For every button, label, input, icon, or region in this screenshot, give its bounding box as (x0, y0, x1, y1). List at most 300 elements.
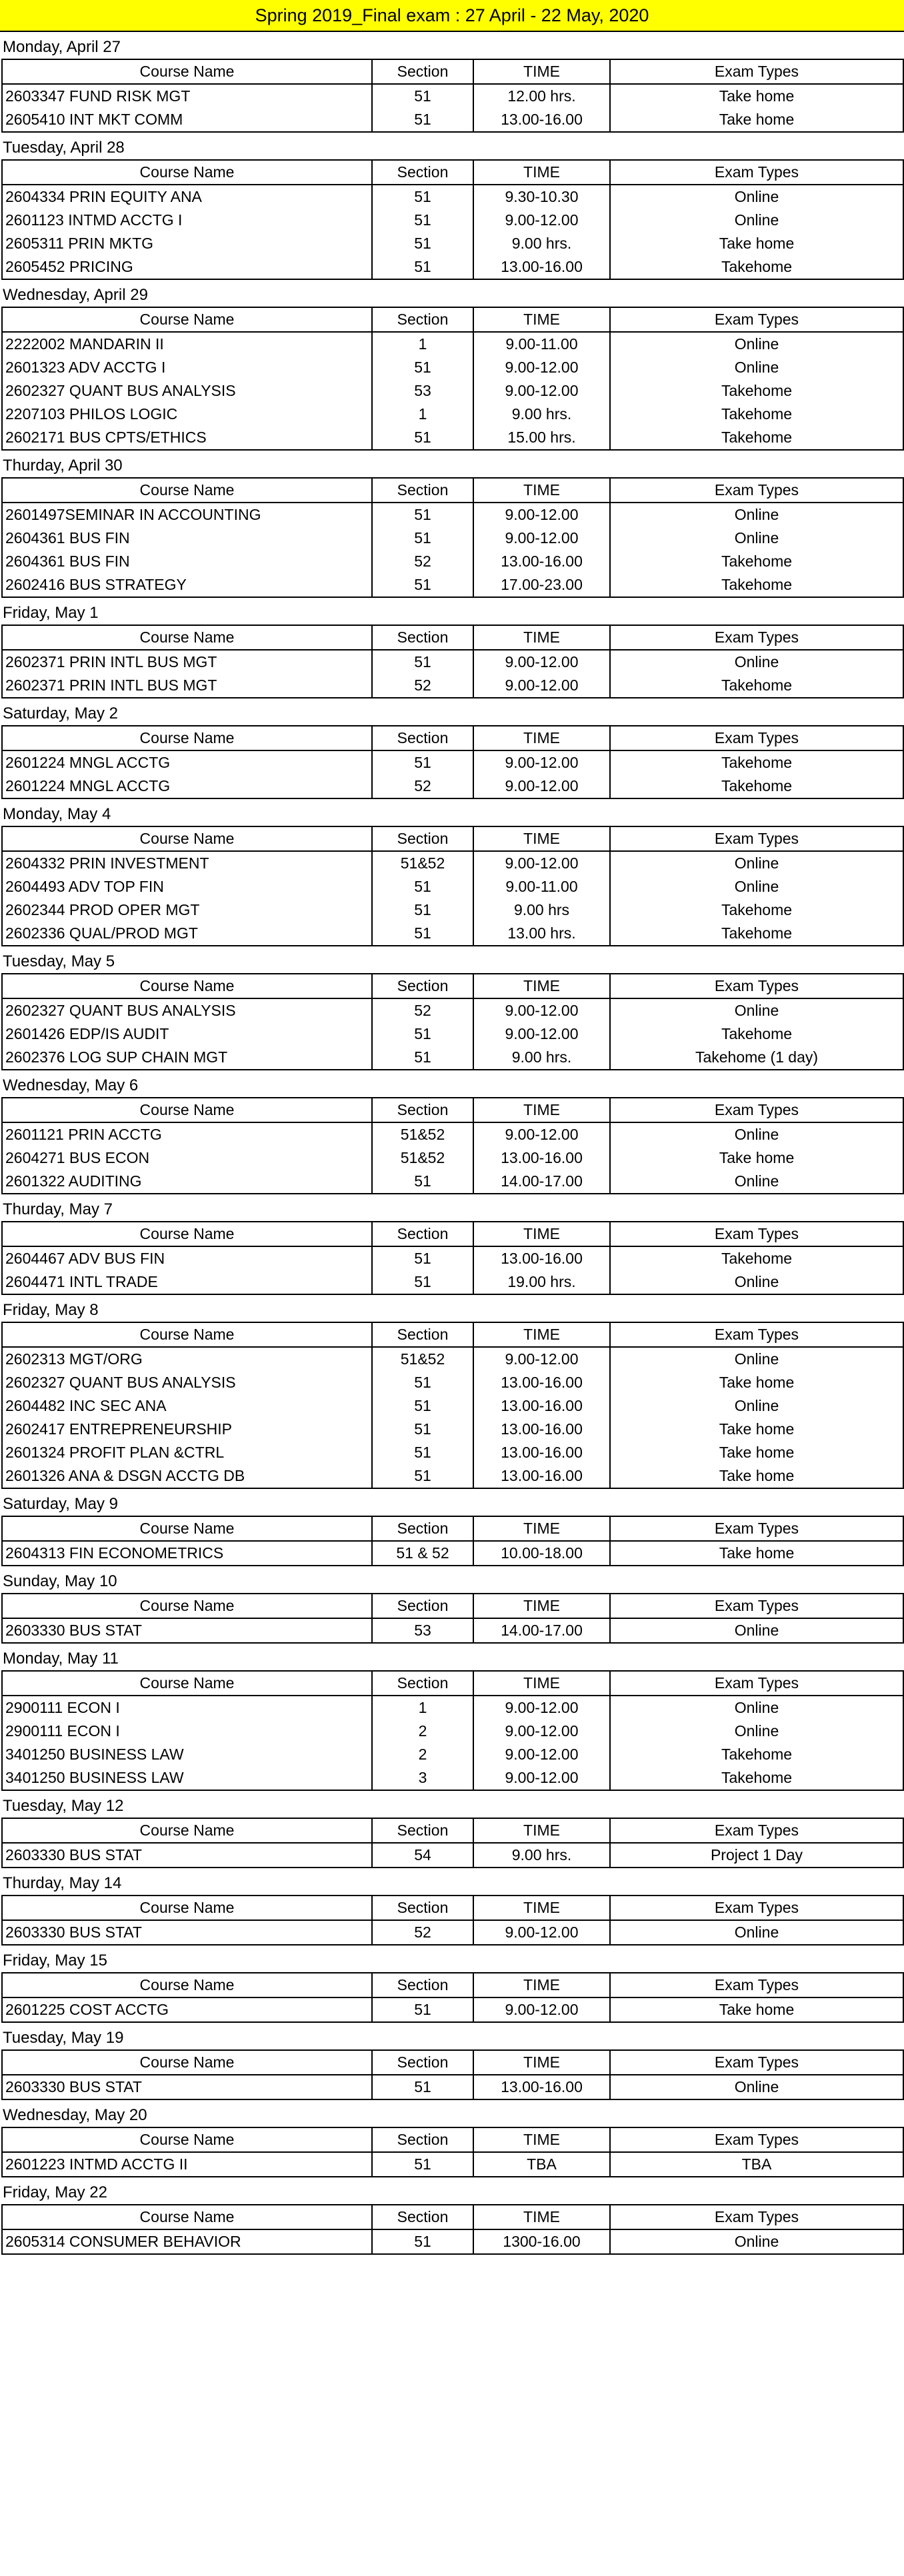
exam-type-cell: Take home (610, 1371, 903, 1394)
exam-table (1, 1818, 904, 1868)
header-section: Section (372, 2050, 473, 2075)
section-cell: 51 (372, 527, 473, 550)
table-row (2, 1146, 903, 1170)
exam-type-cell: Online (610, 1170, 903, 1194)
header-section: Section (372, 826, 473, 851)
header-time: TIME (473, 1222, 610, 1246)
exam-table (1, 1670, 904, 1791)
exam-type-cell: Take home (610, 1541, 903, 1566)
exam-type-cell: Takehome (610, 674, 903, 698)
time-cell: 14.00-17.00 (473, 1170, 610, 1194)
exam-table (1, 1516, 904, 1566)
section-cell: 51 (372, 1046, 473, 1070)
course-name-cell: 2207103 PHILOS LOGIC (2, 403, 372, 426)
time-cell: 13.00-16.00 (473, 1371, 610, 1394)
header-exam-types: Exam Types (610, 1098, 903, 1122)
day-label: Wednesday, May 6 (3, 1076, 139, 1094)
header-exam-types: Exam Types (610, 1671, 903, 1696)
exam-table (1, 625, 904, 698)
course-name-cell: 2605314 CONSUMER BEHAVIOR (2, 2229, 372, 2254)
table-row (2, 650, 903, 674)
course-name-cell: 3401250 BUSINESS LAW (2, 1766, 372, 1790)
table-row (2, 356, 903, 379)
table-row (2, 1464, 903, 1488)
header-time: TIME (473, 1896, 610, 1920)
course-name-cell: 2604271 BUS ECON (2, 1146, 372, 1170)
time-cell: 9.00 hrs. (473, 232, 610, 255)
course-name-cell: 2601224 MNGL ACCTG (2, 774, 372, 798)
section-cell: 51 (372, 2075, 473, 2099)
exam-type-cell: Online (610, 875, 903, 898)
exam-table (1, 826, 904, 946)
course-name-cell: 2601225 COST ACCTG (2, 1997, 372, 2022)
section-cell: 51 (372, 84, 473, 108)
course-name-cell: 2604493 ADV TOP FIN (2, 875, 372, 898)
course-name-cell: 2601123 INTMD ACCTG I (2, 209, 372, 232)
course-name-cell: 2602416 BUS STRATEGY (2, 573, 372, 597)
time-cell: 9.00-12.00 (473, 674, 610, 698)
day-section (0, 2177, 904, 2255)
day-label: Monday, May 11 (3, 1650, 119, 1668)
time-cell: 13.00-16.00 (473, 2075, 610, 2099)
day-label: Tuesday, May 19 (3, 2029, 124, 2047)
header-course-name: Course Name (2, 726, 372, 750)
header-exam-types: Exam Types (610, 625, 903, 650)
table-row (2, 2075, 903, 2099)
time-cell: 9.00 hrs. (473, 1843, 610, 1868)
header-section: Section (372, 1594, 473, 1618)
table-row (2, 1997, 903, 2022)
header-course-name: Course Name (2, 1818, 372, 1843)
day-section (0, 280, 904, 451)
section-cell: 51 (372, 1022, 473, 1046)
section-cell: 2 (372, 1720, 473, 1743)
section-cell: 51 (372, 875, 473, 898)
course-name-cell: 3401250 BUSINESS LAW (2, 1743, 372, 1766)
section-cell: 51 (372, 898, 473, 922)
course-name-cell: 2602371 PRIN INTL BUS MGT (2, 674, 372, 698)
exam-type-cell: Takehome (610, 922, 903, 946)
header-course-name: Course Name (2, 625, 372, 650)
day-section (0, 799, 904, 946)
day-label: Friday, May 15 (3, 1951, 107, 1969)
day-label: Sunday, May 10 (3, 1572, 117, 1590)
exam-type-cell: Online (610, 1618, 903, 1643)
time-cell: 9.00-12.00 (473, 1696, 610, 1720)
course-name-cell: 2603330 BUS STAT (2, 2075, 372, 2099)
exam-type-cell: Takehome (610, 750, 903, 774)
course-name-cell: 2601326 ANA & DSGN ACCTG DB (2, 1464, 372, 1488)
table-row (2, 1347, 903, 1371)
section-cell: 51 (372, 1246, 473, 1270)
section-cell: 51 (372, 573, 473, 597)
exam-table (1, 1097, 904, 1194)
time-cell: 9.00 hrs. (473, 403, 610, 426)
header-row (2, 974, 903, 998)
table-row (2, 232, 903, 255)
table-row (2, 998, 903, 1022)
section-cell: 51 (372, 232, 473, 255)
day-section (0, 1868, 904, 1945)
course-name-cell: 2603330 BUS STAT (2, 1920, 372, 1945)
time-cell: 9.30-10.30 (473, 185, 610, 209)
exam-type-cell: Takehome (610, 403, 903, 426)
course-name-cell: 2605410 INT MKT COMM (2, 108, 372, 132)
header-course-name: Course Name (2, 1671, 372, 1696)
header-course-name: Course Name (2, 478, 372, 503)
time-cell: 19.00 hrs. (473, 1270, 610, 1294)
exam-type-cell: Take home (610, 1418, 903, 1441)
exam-type-cell: Take home (610, 108, 903, 132)
day-section (0, 1489, 904, 1566)
time-cell: 9.00-12.00 (473, 1766, 610, 1790)
section-cell: 51 (372, 1371, 473, 1394)
table-row (2, 108, 903, 132)
header-time: TIME (473, 59, 610, 84)
section-cell: 1 (372, 1696, 473, 1720)
time-cell: 9.00 hrs. (473, 1046, 610, 1070)
exam-type-cell: Take home (610, 1997, 903, 2022)
header-exam-types: Exam Types (610, 1222, 903, 1246)
exam-type-cell: Takehome (610, 774, 903, 798)
day-section (0, 946, 904, 1070)
exam-type-cell: Online (610, 332, 903, 356)
section-cell: 51 (372, 503, 473, 527)
table-row (2, 503, 903, 527)
exam-type-cell: Takehome (610, 426, 903, 450)
day-label: Friday, May 1 (3, 604, 99, 622)
exam-type-cell: Takehome (610, 898, 903, 922)
exam-type-cell: Take home (610, 84, 903, 108)
section-cell: 51 (372, 1170, 473, 1194)
day-label: Saturday, May 2 (3, 704, 118, 722)
schedule-list (0, 32, 904, 2255)
table-row (2, 1720, 903, 1743)
header-section: Section (372, 625, 473, 650)
day-label: Saturday, May 9 (3, 1495, 118, 1513)
table-row (2, 255, 903, 279)
header-course-name: Course Name (2, 59, 372, 84)
course-name-cell: 2603330 BUS STAT (2, 1843, 372, 1868)
header-time: TIME (473, 1818, 610, 1843)
day-section (0, 451, 904, 598)
day-section (0, 133, 904, 280)
section-cell: 51 (372, 185, 473, 209)
time-cell: 9.00-12.00 (473, 1743, 610, 1766)
header-section: Section (372, 1896, 473, 1920)
time-cell: 9.00-12.00 (473, 1920, 610, 1945)
table-row (2, 1843, 903, 1868)
header-exam-types: Exam Types (610, 478, 903, 503)
header-exam-types: Exam Types (610, 974, 903, 998)
header-section: Section (372, 1818, 473, 1843)
course-name-cell: 2603347 FUND RISK MGT (2, 84, 372, 108)
day-label: Thurday, May 7 (3, 1200, 113, 1218)
time-cell: 9.00-12.00 (473, 527, 610, 550)
course-name-cell: 2602327 QUANT BUS ANALYSIS (2, 379, 372, 403)
header-row (2, 2050, 903, 2075)
time-cell: 14.00-17.00 (473, 1618, 610, 1643)
exam-table (1, 1221, 904, 1295)
header-time: TIME (473, 1516, 610, 1541)
time-cell: 9.00-12.00 (473, 1022, 610, 1046)
exam-type-cell: Online (610, 209, 903, 232)
section-cell: 51 (372, 1464, 473, 1488)
header-section: Section (372, 160, 473, 185)
header-section: Section (372, 478, 473, 503)
header-row (2, 1671, 903, 1696)
day-section (0, 698, 904, 799)
exam-type-cell: Online (610, 1122, 903, 1146)
section-cell: 51 (372, 1441, 473, 1464)
exam-type-cell: Takehome (610, 255, 903, 279)
course-name-cell: 2602417 ENTREPRENEURSHIP (2, 1418, 372, 1441)
exam-table (1, 2204, 904, 2255)
exam-type-cell: Take home (610, 1464, 903, 1488)
header-course-name: Course Name (2, 974, 372, 998)
course-name-cell: 2604361 BUS FIN (2, 550, 372, 573)
header-course-name: Course Name (2, 1896, 372, 1920)
section-cell: 51 (372, 1394, 473, 1418)
table-row (2, 1418, 903, 1441)
exam-table (1, 973, 904, 1070)
time-cell: 13.00 hrs. (473, 922, 610, 946)
exam-table (1, 2127, 904, 2177)
time-cell: 9.00-12.00 (473, 503, 610, 527)
exam-type-cell: Take home (610, 1441, 903, 1464)
table-row (2, 1022, 903, 1046)
section-cell: 52 (372, 998, 473, 1022)
header-time: TIME (473, 2050, 610, 2075)
table-row (2, 1170, 903, 1194)
header-course-name: Course Name (2, 2205, 372, 2229)
exam-type-cell: Take home (610, 232, 903, 255)
course-name-cell: 2601121 PRIN ACCTG (2, 1122, 372, 1146)
section-cell: 51 (372, 1997, 473, 2022)
day-section (0, 2100, 904, 2177)
section-cell: 51 (372, 426, 473, 450)
header-time: TIME (473, 1098, 610, 1122)
time-cell: 13.00-16.00 (473, 550, 610, 573)
table-row (2, 922, 903, 946)
section-cell: 51 (372, 1418, 473, 1441)
exam-type-cell: Online (610, 851, 903, 875)
day-label: Monday, May 4 (3, 805, 111, 823)
time-cell: 9.00-12.00 (473, 209, 610, 232)
header-time: TIME (473, 2205, 610, 2229)
header-time: TIME (473, 160, 610, 185)
exam-type-cell: Online (610, 527, 903, 550)
table-row (2, 332, 903, 356)
course-name-cell: 2601323 ADV ACCTG I (2, 356, 372, 379)
header-exam-types: Exam Types (610, 160, 903, 185)
header-row (2, 2205, 903, 2229)
time-cell: 13.00-16.00 (473, 255, 610, 279)
day-label: Wednesday, April 29 (3, 286, 148, 304)
header-exam-types: Exam Types (610, 2127, 903, 2152)
course-name-cell: 2604361 BUS FIN (2, 527, 372, 550)
header-row (2, 1594, 903, 1618)
header-exam-types: Exam Types (610, 1896, 903, 1920)
section-cell: 51 (372, 255, 473, 279)
course-name-cell: 2605311 PRIN MKTG (2, 232, 372, 255)
exam-table (1, 1972, 904, 2023)
exam-type-cell: Online (610, 356, 903, 379)
course-name-cell: 2604313 FIN ECONOMETRICS (2, 1541, 372, 1566)
course-name-cell: 2601426 EDP/IS AUDIT (2, 1022, 372, 1046)
header-row (2, 1322, 903, 1347)
exam-table (1, 1895, 904, 1945)
exam-table (1, 1322, 904, 1489)
course-name-cell: 2605452 PRICING (2, 255, 372, 279)
course-name-cell: 2900111 ECON I (2, 1696, 372, 1720)
day-label: Thurday, April 30 (3, 457, 123, 475)
header-exam-types: Exam Types (610, 2050, 903, 2075)
section-cell: 51&52 (372, 851, 473, 875)
time-cell: 13.00-16.00 (473, 1246, 610, 1270)
table-row (2, 1743, 903, 1766)
exam-table (1, 307, 904, 451)
exam-table (1, 1593, 904, 1644)
day-label: Wednesday, May 20 (3, 2106, 147, 2124)
day-label: Friday, May 22 (3, 2183, 107, 2201)
day-section (0, 1070, 904, 1194)
header-time: TIME (473, 625, 610, 650)
day-section (0, 1644, 904, 1791)
header-exam-types: Exam Types (610, 59, 903, 84)
table-row (2, 750, 903, 774)
header-time: TIME (473, 1973, 610, 1997)
day-label: Tuesday, May 12 (3, 1797, 124, 1815)
header-course-name: Course Name (2, 2127, 372, 2152)
time-cell: 15.00 hrs. (473, 426, 610, 450)
header-section: Section (372, 1671, 473, 1696)
section-cell: 51 (372, 108, 473, 132)
day-label: Friday, May 8 (3, 1301, 99, 1319)
header-course-name: Course Name (2, 1098, 372, 1122)
course-name-cell: 2602336 QUAL/PROD MGT (2, 922, 372, 946)
course-name-cell: 2222002 MANDARIN II (2, 332, 372, 356)
header-exam-types: Exam Types (610, 826, 903, 851)
header-exam-types: Exam Types (610, 1322, 903, 1347)
header-time: TIME (473, 478, 610, 503)
table-row (2, 2229, 903, 2254)
header-exam-types: Exam Types (610, 726, 903, 750)
time-cell: 9.00-11.00 (473, 332, 610, 356)
table-row (2, 84, 903, 108)
day-section (0, 1791, 904, 1868)
exam-type-cell: Take home (610, 1146, 903, 1170)
header-exam-types: Exam Types (610, 1516, 903, 1541)
course-name-cell: 2601322 AUDITING (2, 1170, 372, 1194)
table-row (2, 1618, 903, 1643)
time-cell: 9.00-12.00 (473, 750, 610, 774)
course-name-cell: 2604334 PRIN EQUITY ANA (2, 185, 372, 209)
header-row (2, 478, 903, 503)
exam-type-cell: Takehome (1 day) (610, 1046, 903, 1070)
header-row (2, 1222, 903, 1246)
course-name-cell: 2602344 PROD OPER MGT (2, 898, 372, 922)
exam-type-cell: Online (610, 185, 903, 209)
section-cell: 1 (372, 403, 473, 426)
header-exam-types: Exam Types (610, 2205, 903, 2229)
course-name-cell: 2604482 INC SEC ANA (2, 1394, 372, 1418)
header-course-name: Course Name (2, 826, 372, 851)
course-name-cell: 2601497SEMINAR IN ACCOUNTING (2, 503, 372, 527)
header-row (2, 307, 903, 332)
day-section (0, 1194, 904, 1295)
table-row (2, 674, 903, 698)
time-cell: 9.00 hrs (473, 898, 610, 922)
course-name-cell: 2604471 INTL TRADE (2, 1270, 372, 1294)
exam-type-cell: Online (610, 998, 903, 1022)
section-cell: 53 (372, 1618, 473, 1643)
day-section (0, 1945, 904, 2023)
header-course-name: Course Name (2, 160, 372, 185)
table-row (2, 403, 903, 426)
header-section: Section (372, 974, 473, 998)
day-label: Tuesday, May 5 (3, 952, 115, 970)
time-cell: 13.00-16.00 (473, 1394, 610, 1418)
time-cell: 13.00-16.00 (473, 1464, 610, 1488)
header-time: TIME (473, 826, 610, 851)
header-row (2, 160, 903, 185)
table-row (2, 1766, 903, 1790)
page-title: Spring 2019_Final exam : 27 April - 22 May, 2020 (0, 0, 904, 32)
exam-table (1, 2049, 904, 2100)
exam-type-cell: Online (610, 1270, 903, 1294)
section-cell: 54 (372, 1843, 473, 1868)
time-cell: 9.00-12.00 (473, 998, 610, 1022)
time-cell: 9.00-12.00 (473, 851, 610, 875)
header-section: Section (372, 1516, 473, 1541)
header-exam-types: Exam Types (610, 1973, 903, 1997)
exam-table (1, 477, 904, 598)
table-row (2, 1394, 903, 1418)
time-cell: 13.00-16.00 (473, 1146, 610, 1170)
exam-type-cell: Online (610, 2229, 903, 2254)
header-section: Section (372, 307, 473, 332)
header-course-name: Course Name (2, 1594, 372, 1618)
course-name-cell: 2602376 LOG SUP CHAIN MGT (2, 1046, 372, 1070)
section-cell: 2 (372, 1743, 473, 1766)
exam-type-cell: Online (610, 1696, 903, 1720)
time-cell: 9.00-12.00 (473, 650, 610, 674)
table-row (2, 898, 903, 922)
table-row (2, 1246, 903, 1270)
header-section: Section (372, 726, 473, 750)
time-cell: 9.00-12.00 (473, 1122, 610, 1146)
exam-table (1, 59, 904, 133)
section-cell: 1 (372, 332, 473, 356)
section-cell: 51 (372, 750, 473, 774)
section-cell: 51&52 (372, 1122, 473, 1146)
header-row (2, 1818, 903, 1843)
section-cell: 51 (372, 650, 473, 674)
header-exam-types: Exam Types (610, 1594, 903, 1618)
time-cell: 9.00-12.00 (473, 379, 610, 403)
course-name-cell: 2601223 INTMD ACCTG II (2, 2152, 372, 2177)
header-exam-types: Exam Types (610, 307, 903, 332)
course-name-cell: 2601324 PROFIT PLAN &CTRL (2, 1441, 372, 1464)
day-label: Monday, April 27 (3, 38, 121, 56)
exam-type-cell: Online (610, 1394, 903, 1418)
time-cell: 9.00-12.00 (473, 1997, 610, 2022)
section-cell: 52 (372, 674, 473, 698)
day-section (0, 1295, 904, 1489)
header-section: Section (372, 1322, 473, 1347)
table-row (2, 1920, 903, 1945)
